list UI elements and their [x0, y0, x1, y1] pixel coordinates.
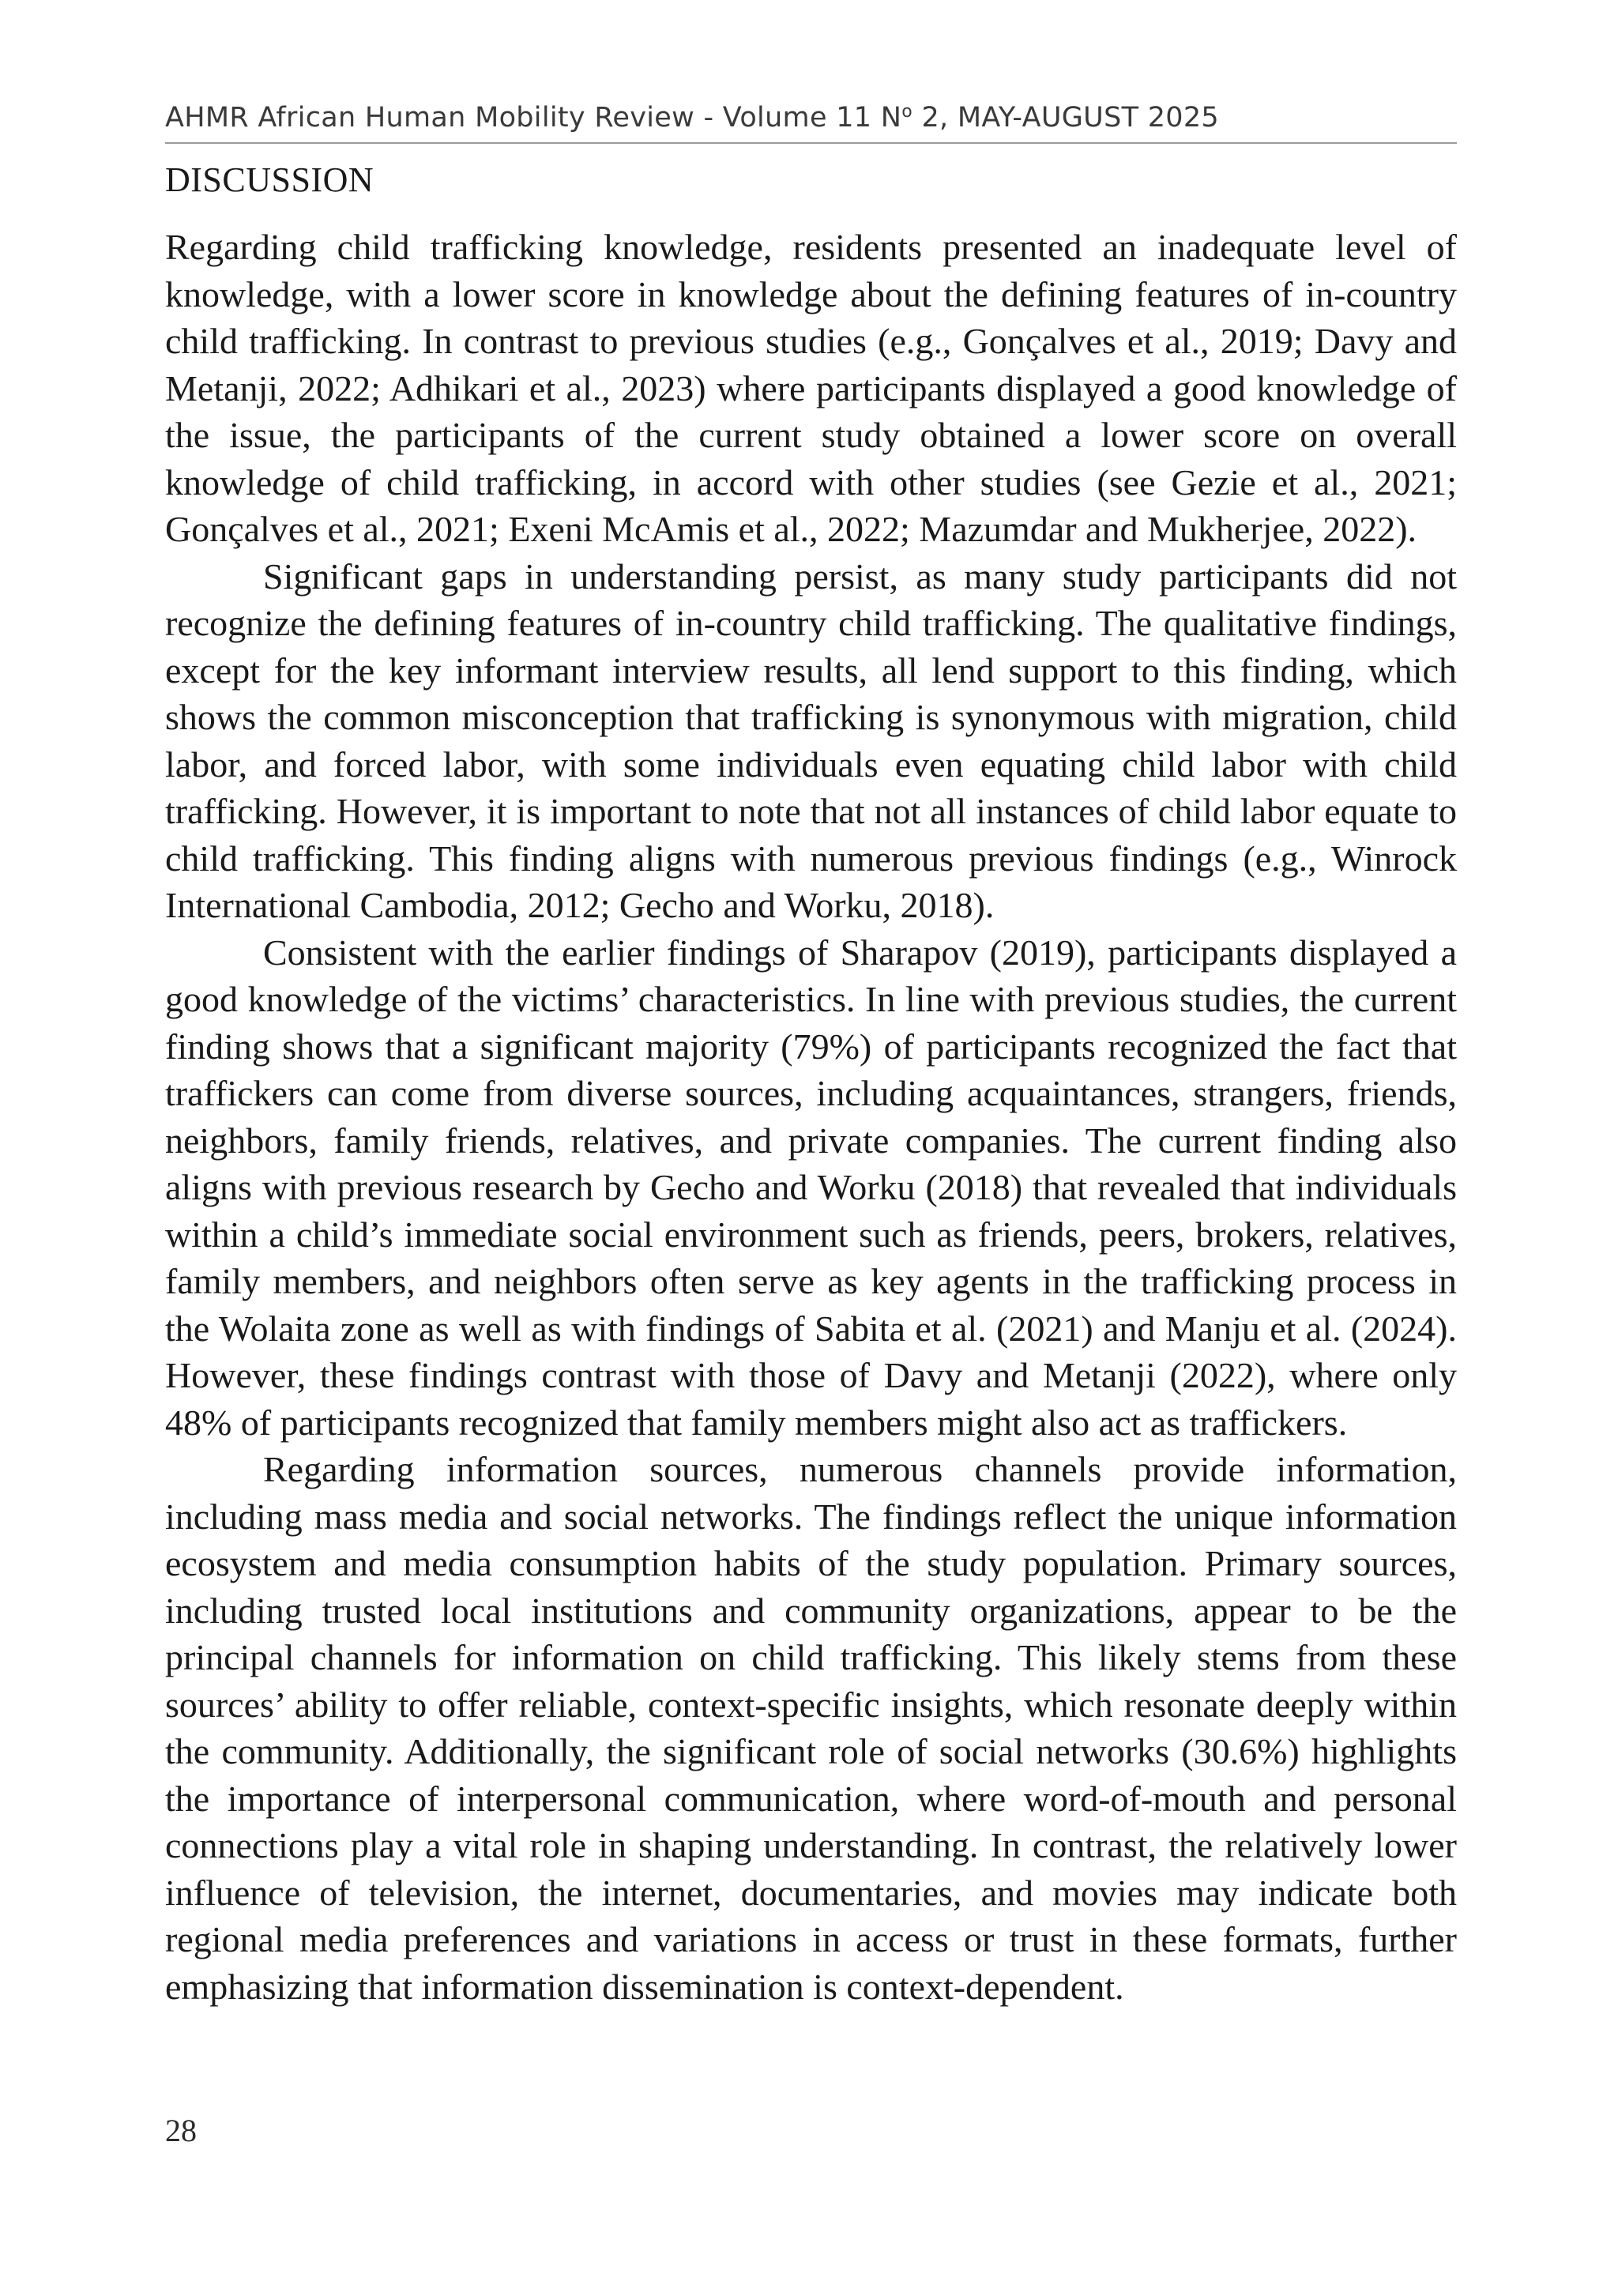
- journal-issue-date: 2, MAY-AUGUST 2025: [912, 102, 1219, 134]
- header-divider: [165, 142, 1457, 144]
- journal-title-prefix: AHMR African Human Mobility Review - Volume 11 N: [165, 102, 902, 134]
- number-superscript: o: [901, 102, 913, 122]
- page-number: 28: [165, 2113, 197, 2148]
- running-header: [165, 100, 1457, 136]
- journal-page: [165, 0, 1457, 2296]
- section-heading: DISCUSSION: [165, 160, 374, 199]
- paragraph: Regarding information sources, numerous channels provide information, including mass media and social networks. The findings reflect the unique information ecosystem and media consumption habits of the study population. Primary sources, including trusted local institutions and community organizations, appear to be the principal channels for information on child trafficking. This likely stems from these sources’ ability to offer reliable, context-specific insights, which resonate deeply within the community. Additionally, the significant role of social networks (30.6%) highlights the importance of interpersonal communication, where word-of-mouth and personal connections play a vital role in shaping understanding. In contrast, the relatively lower influence of television, the internet, documentaries, and movies may indicate both regional media preferences and variations in access or trust in these formats, further emphasizing that information dissemination is context-dependent.: [165, 1449, 1457, 2007]
- paragraph: Regarding child trafficking knowledge, residents presented an inadequate level of knowledge, with a lower score in knowledge about the defining features of in-country child trafficking. In contrast to previous studies (e.g., Gonçalves et al., 2019; Davy and Metanji, 2022; Adhikari et al., 2023) where participants displayed a good knowledge of the issue, the participants of the current study obtained a lower score on overall knowledge of child trafficking, in accord with other studies (see Gezie et al., 2021; Gonçalves et al., 2021; Exeni McAmis et al., 2022; Mazumdar and Mukherjee, 2022).: [165, 227, 1457, 549]
- paragraph: Consistent with the earlier findings of Sharapov (2019), participants displayed a good knowledge of the victims’ characteristics. In line with previous studies, the current finding shows that a significant majority (79%) of participants recognized the fact that traffickers can come from diverse sources, including acquaintances, strangers, friends, neighbors, family friends, relatives, and private companies. The current finding also aligns with previous research by Gecho and Worku (2018) that revealed that individuals within a child’s immediate social environment such as friends, peers, brokers, relatives, family members, and neighbors often serve as key agents in the trafficking process in the Wolaita zone as well as with findings of Sabita et al. (2021) and Manju et al. (2024). However, these findings contrast with those of Davy and Metanji (2022), where only 48% of participants recognized that family members might also act as traffickers.: [165, 932, 1457, 1443]
- article-body: [165, 224, 1457, 2010]
- paragraph: Significant gaps in understanding persist, as many study participants did not recognize the defining features of in-country child trafficking. The qualitative findings, except for the key informant interview results, all lend support to this finding, which shows the common misconception that trafficking is synonymous with migration, child labor, and forced labor, with some individuals even equating child labor with child trafficking. However, it is important to note that not all instances of child labor equate to child trafficking. This finding aligns with numerous previous findings (e.g., Winrock International Cambodia, 2012; Gecho and Worku, 2018).: [165, 555, 1457, 925]
